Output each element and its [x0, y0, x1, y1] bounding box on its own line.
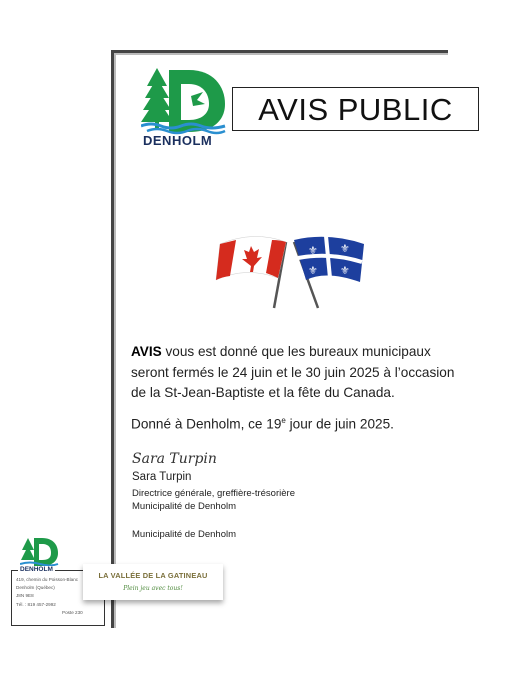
page-frame-shadow [114, 53, 448, 55]
notice-date [131, 416, 461, 432]
card-address: 419, chemin du Poisson-Blanc [16, 577, 79, 582]
svg-text:⚜: ⚜ [308, 244, 318, 257]
footer-organization: Municipalité de Denholm [132, 529, 237, 540]
notice-lead: AVIS [131, 344, 162, 359]
signatory-organization: Municipalité de Denholm [132, 501, 237, 512]
vallee-gatineau-logo [83, 564, 223, 600]
page-title: AVIS PUBLIC [258, 92, 453, 127]
card-phone: Tél. : 819 457-2992 [16, 602, 56, 607]
card-extension: Poste 230 [62, 610, 83, 615]
vallee-slogan: Plein jeu avec tous! [123, 585, 183, 592]
logo-wordmark: DENHOLM [143, 133, 213, 148]
vallee-title: LA VALLÉE DE LA GATINEAU [98, 571, 208, 580]
signatory-title: Directrice générale, greffière-trésorière [132, 488, 295, 499]
pine-tree-icon [141, 68, 173, 128]
canada-flag-icon [216, 236, 286, 280]
page-frame-shadow [114, 53, 116, 628]
date-suffix: jour de juin 2025. [285, 416, 394, 432]
signatory-name: Sara Turpin [132, 471, 192, 483]
card-logo [20, 536, 60, 570]
notice-body [131, 342, 461, 404]
card-postal: J8N 9E8 [16, 593, 34, 598]
svg-text:⚜: ⚜ [340, 242, 350, 255]
crossed-flags-image [214, 222, 370, 312]
date-sup: e [281, 416, 286, 425]
quebec-flag-icon [294, 236, 364, 282]
svg-text:⚜: ⚜ [340, 264, 350, 277]
card-brand: DENHOLM [20, 566, 53, 573]
date-prefix: Donné à Denholm, ce 19 [131, 416, 282, 432]
handwritten-signature: Sara Turpin [132, 451, 217, 467]
notice-text: vous est donné que les bureaux municipaux seront fermés le 24 juin et le 30 juin 2025 à l’occasion de la St-Jean-Baptiste et la fête du Canada. [131, 344, 455, 400]
svg-text:⚜: ⚜ [308, 264, 318, 277]
card-city: Denholm (Québec) [16, 585, 55, 590]
